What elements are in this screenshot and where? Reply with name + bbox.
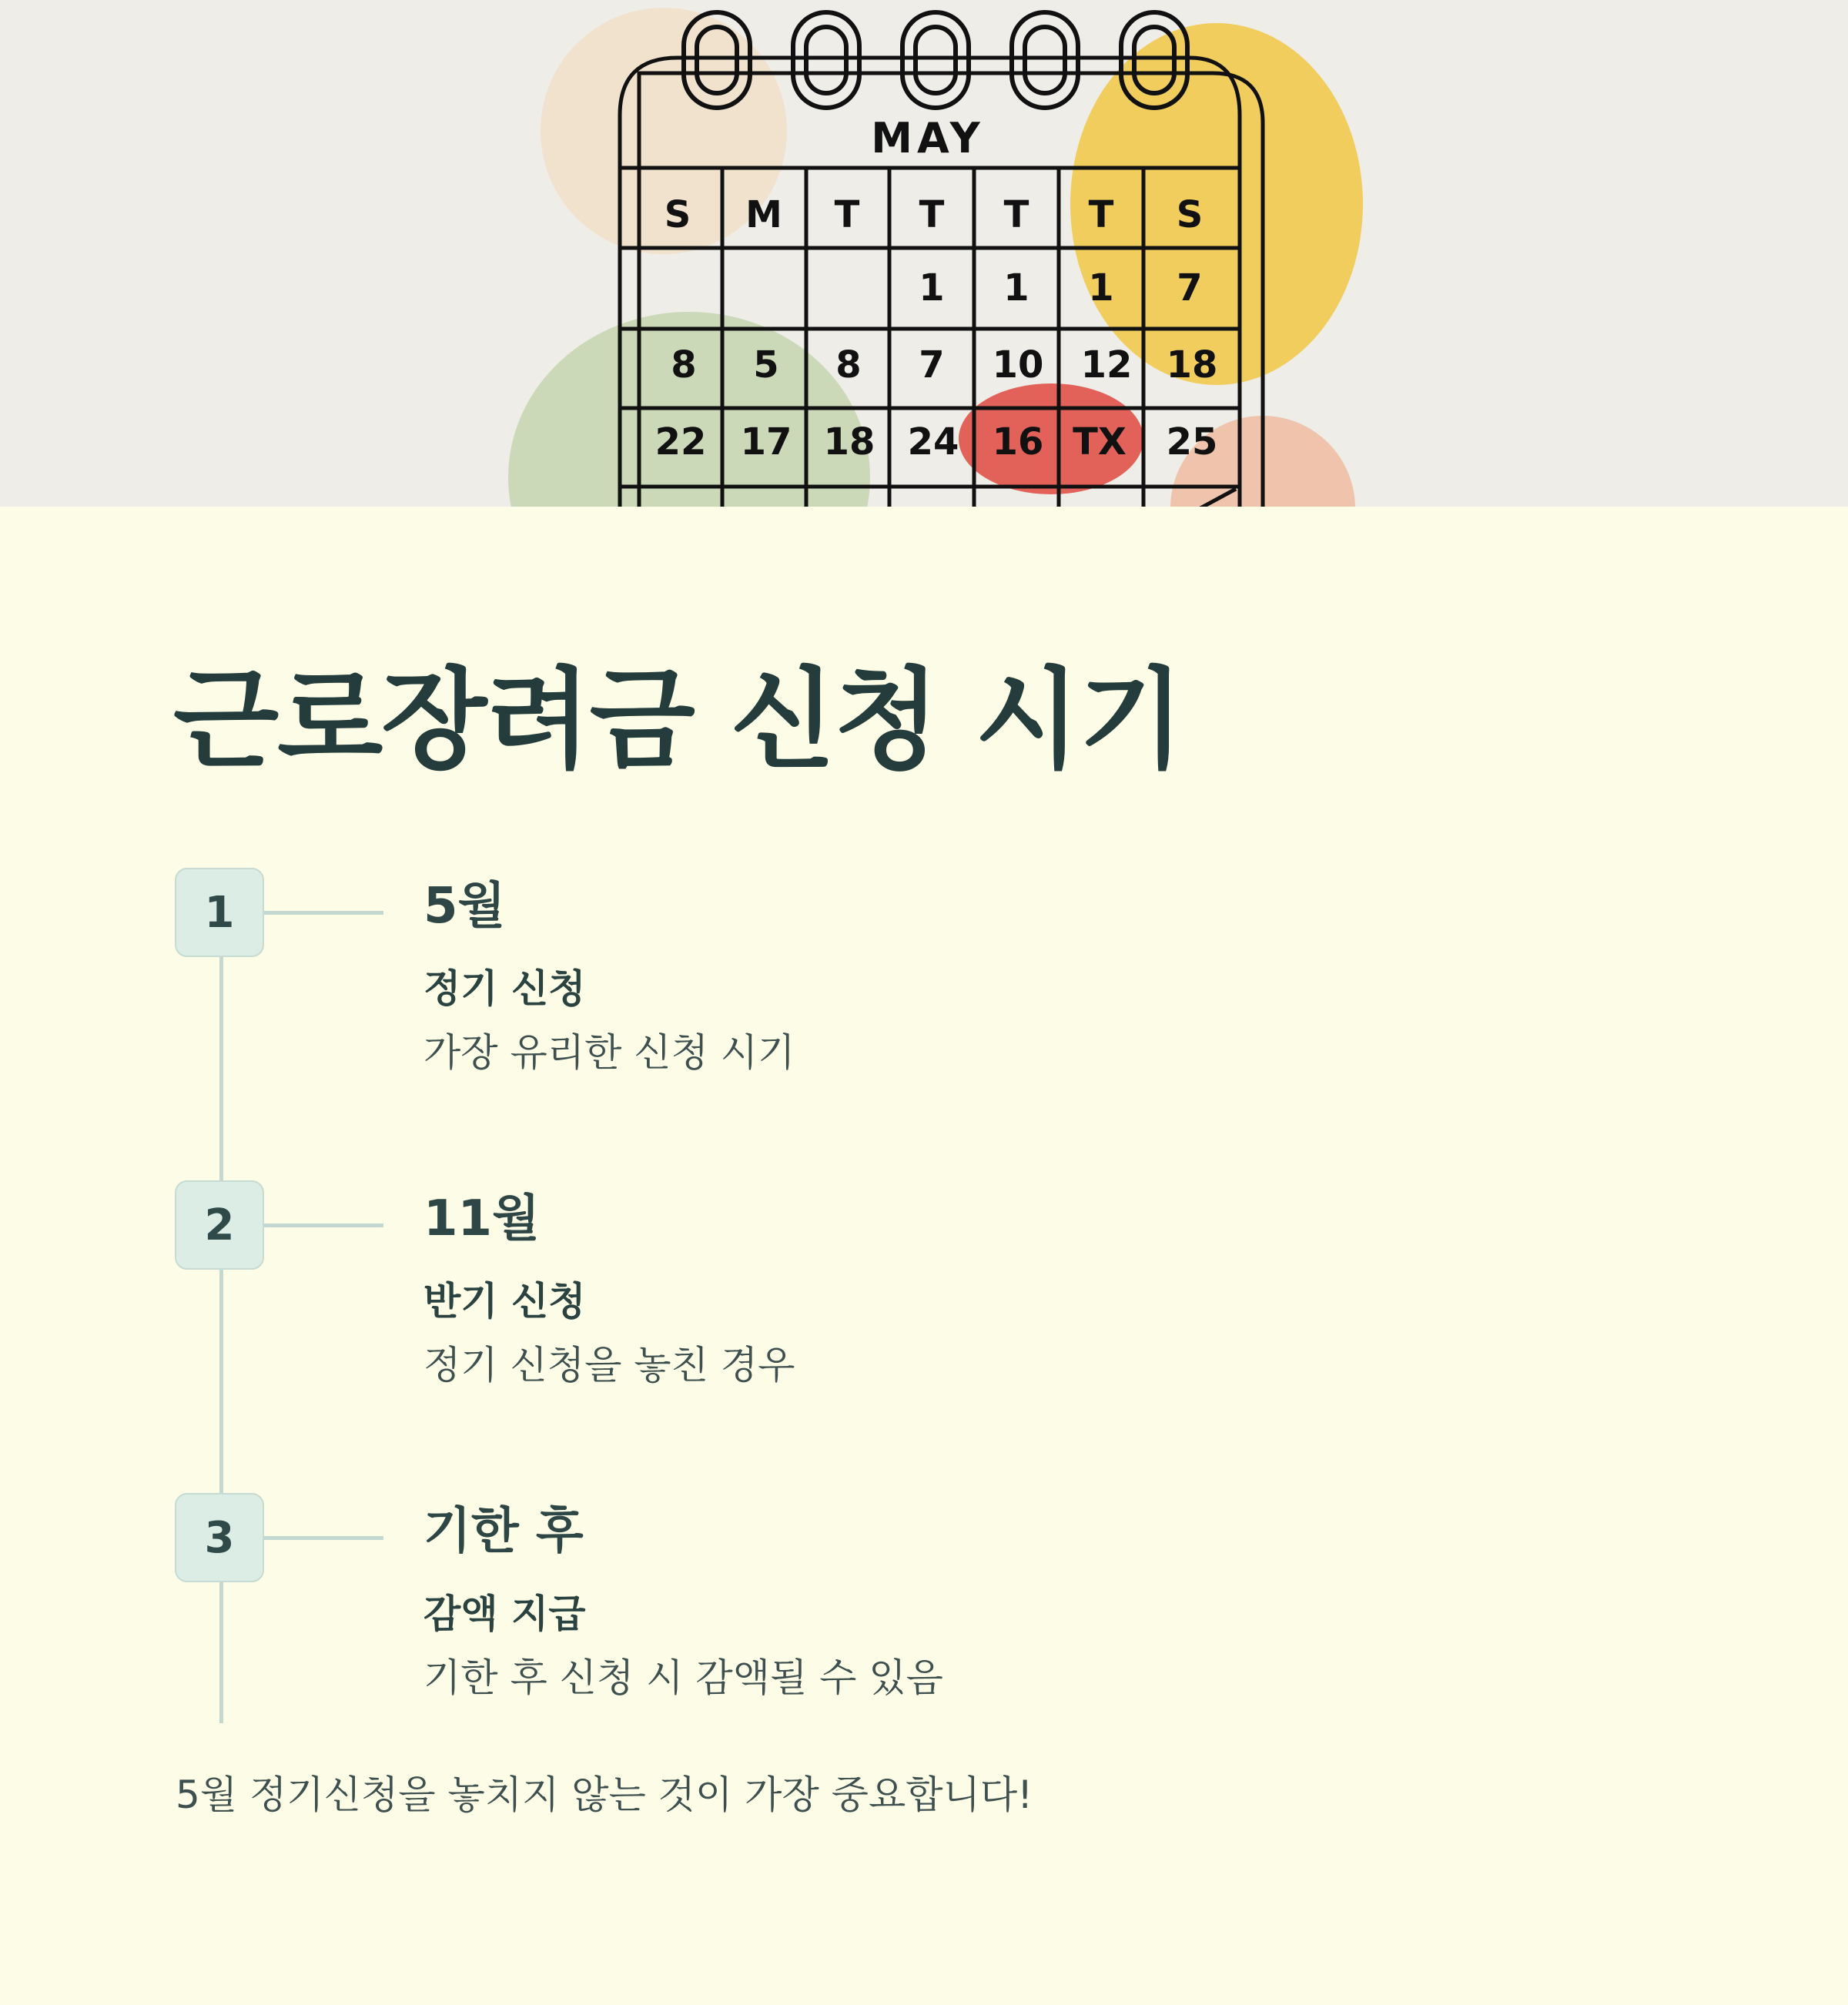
calendar-date: TX	[1073, 420, 1127, 464]
calendar-date: 8	[671, 343, 697, 387]
calendar-date: 8	[835, 343, 862, 387]
calendar-date: 7	[1177, 266, 1203, 310]
weekday-label: T	[834, 193, 860, 236]
weekday-label: T	[919, 193, 945, 236]
calendar-date: 18	[1166, 343, 1218, 387]
calendar-date: 18	[823, 420, 875, 464]
step-number-badge: 3	[175, 1493, 264, 1582]
calendar-date: 12	[1080, 343, 1133, 387]
calendar-date: 22	[654, 420, 707, 464]
calendar-date: 5	[753, 343, 779, 387]
calendar-date: 1	[919, 266, 945, 310]
calendar-date: 1	[1088, 266, 1114, 310]
step-description: 가장 유리한 신청 시기	[424, 1030, 795, 1075]
weekday-label: T	[1088, 193, 1114, 236]
step-heading: 11월	[424, 1190, 540, 1247]
step-connector-line	[264, 911, 383, 915]
calendar-date: 1	[1003, 266, 1029, 310]
footer-note: 5월 정기신청을 놓치지 않는 것이 가장 중요합니다!	[176, 1772, 1033, 1817]
calendar-date: 16	[992, 420, 1044, 464]
calendar-date: 24	[907, 420, 959, 464]
calendar-date: 7	[919, 343, 945, 387]
step-subtitle: 정기 신청	[424, 966, 586, 1011]
step-subtitle: 반기 신청	[424, 1279, 586, 1324]
calendar-date: 25	[1166, 420, 1218, 464]
timeline-step-1	[0, 868, 1848, 1145]
step-description: 기한 후 신청 시 감액될 수 있음	[424, 1655, 943, 1700]
timeline-step-3	[0, 1493, 1848, 1770]
step-subtitle: 감액 지급	[424, 1592, 586, 1636]
weekday-label: T	[1003, 193, 1029, 236]
calendar-month-label: MAY	[871, 114, 985, 162]
step-description: 정기 신청을 놓친 경우	[424, 1343, 795, 1387]
step-heading: 5월	[424, 878, 506, 935]
calendar-date: 17	[740, 420, 792, 464]
timeline-step-2	[0, 1180, 1848, 1458]
step-number-badge: 1	[175, 868, 264, 957]
calendar-illustration	[0, 0, 1848, 507]
step-number-badge: 2	[175, 1180, 264, 1270]
calendar-date: 10	[992, 343, 1044, 387]
weekday-label: S	[1176, 193, 1204, 236]
step-heading: 기한 후	[424, 1503, 584, 1560]
weekday-label: S	[664, 193, 691, 236]
hero-calendar-image	[0, 0, 1848, 507]
step-connector-line	[264, 1223, 383, 1227]
weekday-label: M	[745, 193, 782, 236]
page-title: 근로장려금 신청 시기	[173, 657, 1183, 784]
step-connector-line	[264, 1536, 383, 1540]
